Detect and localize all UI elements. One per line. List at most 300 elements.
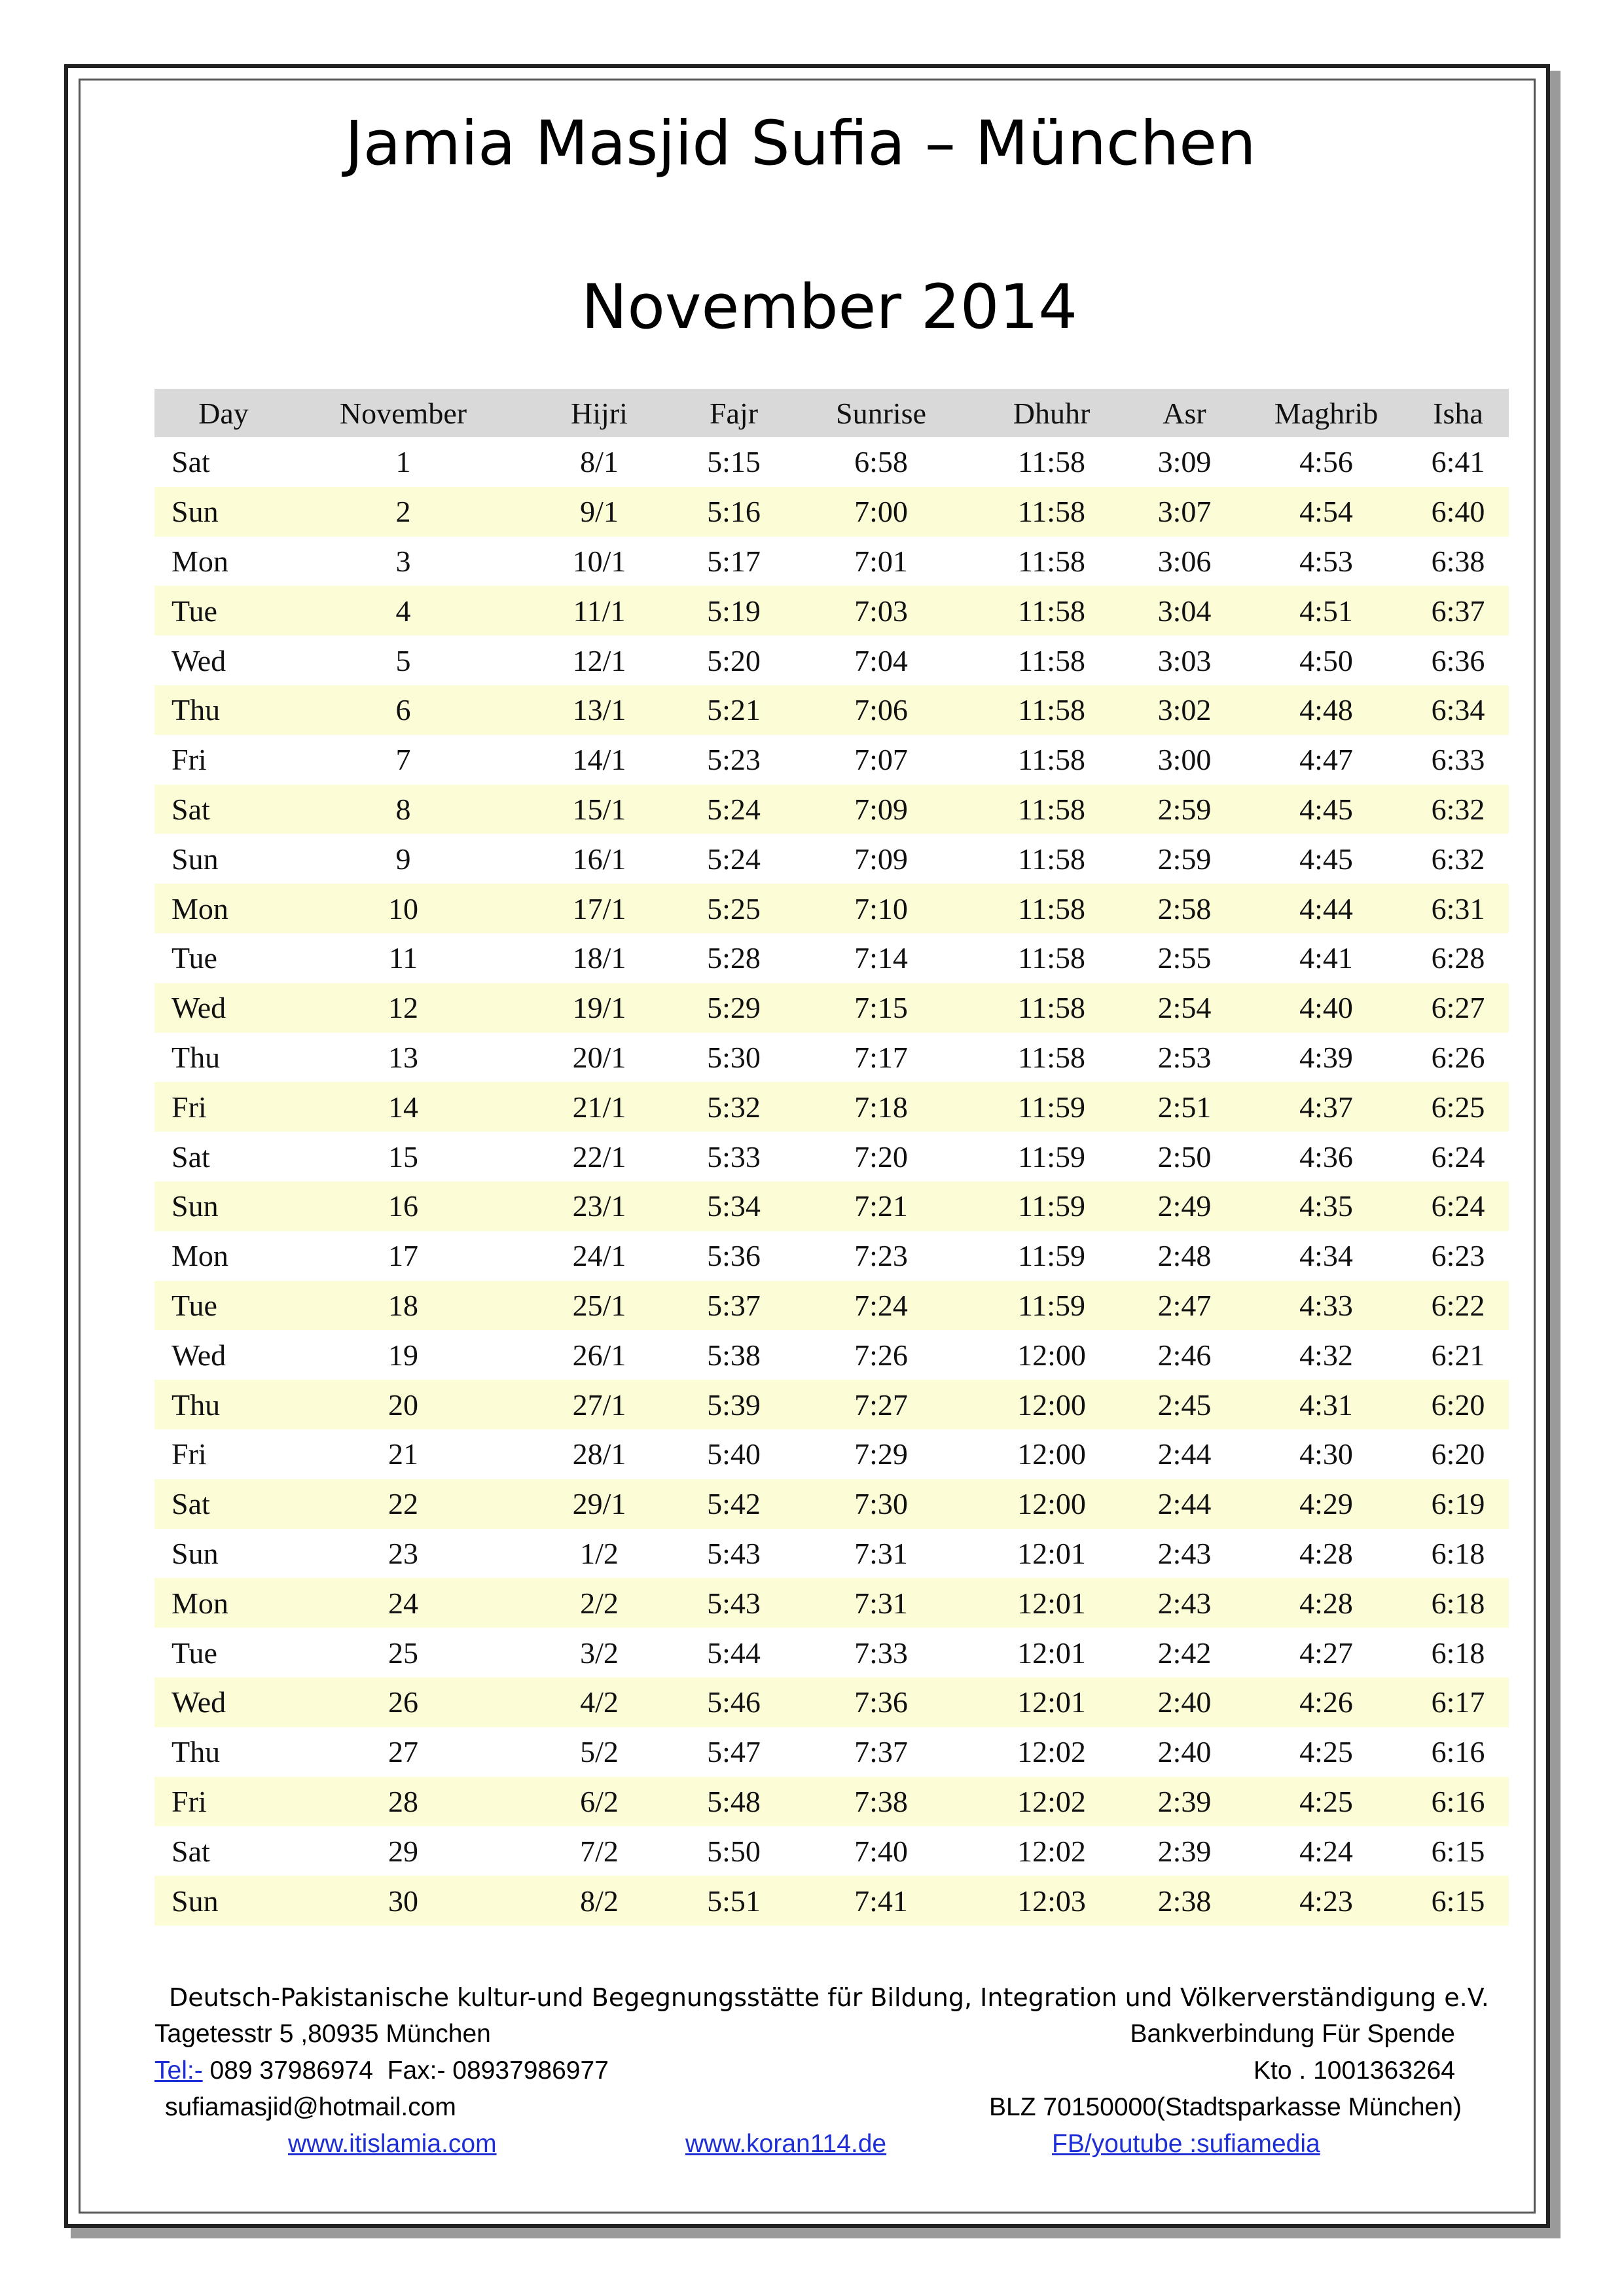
cell-sunrise: 7:14	[854, 941, 908, 975]
cell-isha: 6:19	[1407, 1479, 1509, 1529]
cell-fajr: 5:42	[685, 1479, 783, 1529]
cell-maghrib: 4:36	[1299, 1139, 1353, 1174]
cell-fajr: 5:17	[707, 544, 761, 578]
cell-sunrise: 7:33	[854, 1636, 908, 1670]
cell-asr: 3:04	[1124, 586, 1245, 636]
table-row	[154, 1281, 1509, 1331]
cell-dhuhr: 11:59	[979, 1181, 1124, 1231]
cell-dhuhr: 11:59	[1017, 1239, 1086, 1273]
cell-dhuhr: 12:00	[1017, 1338, 1086, 1372]
cell-fajr: 5:43	[707, 1536, 761, 1570]
bank-code: BLZ 70150000(Stadtsparkasse München)	[989, 2093, 1462, 2121]
cell-dhuhr: 12:00	[979, 1380, 1124, 1429]
table-row	[154, 983, 1509, 1033]
cell-hijri: 24/1	[572, 1239, 626, 1273]
cell-asr: 3:02	[1124, 685, 1245, 735]
column-header-day: Day	[154, 389, 293, 437]
cell-maghrib: 4:44	[1245, 884, 1407, 933]
cell-isha: 6:27	[1407, 983, 1509, 1033]
cell-asr: 3:06	[1157, 544, 1212, 578]
cell-hijri: 19/1	[514, 983, 685, 1033]
cell-maghrib: 4:26	[1245, 1677, 1407, 1727]
cell-asr: 2:43	[1124, 1578, 1245, 1628]
column-header-isha: Isha	[1407, 389, 1509, 437]
cell-dhuhr: 11:58	[979, 983, 1124, 1033]
cell-sunrise: 7:04	[854, 643, 908, 677]
table-row	[154, 487, 1509, 537]
cell-isha: 6:23	[1431, 1239, 1485, 1273]
cell-maghrib: 4:39	[1299, 1040, 1353, 1074]
cell-dhuhr: 12:01	[979, 1578, 1124, 1628]
table-body	[154, 437, 1509, 1926]
table-row	[154, 685, 1509, 735]
cell-sunrise: 7:03	[783, 586, 979, 636]
cell-sunrise: 7:27	[783, 1380, 979, 1429]
table-row	[154, 884, 1509, 933]
cell-november: 29	[388, 1834, 418, 1868]
cell-isha: 6:15	[1431, 1834, 1485, 1868]
cell-maghrib: 4:53	[1299, 544, 1353, 578]
cell-dhuhr: 11:58	[979, 487, 1124, 537]
cell-fajr: 5:39	[685, 1380, 783, 1429]
cell-november: 11	[388, 941, 418, 975]
cell-asr: 2:50	[1157, 1139, 1212, 1174]
cell-fajr: 5:36	[707, 1239, 761, 1273]
table-row	[154, 1330, 1509, 1380]
cell-hijri: 10/1	[572, 544, 626, 578]
cell-day: Mon	[171, 1239, 228, 1273]
cell-november: 3	[395, 544, 411, 578]
cell-asr: 3:00	[1157, 743, 1212, 777]
cell-day: Tue	[154, 586, 293, 636]
table-row	[154, 1082, 1509, 1132]
cell-day: Tue	[171, 941, 217, 975]
cell-day: Fri	[154, 1082, 293, 1132]
cell-november: 17	[388, 1239, 418, 1273]
cell-isha: 6:18	[1407, 1578, 1509, 1628]
organization-name: Deutsch-Pakistanische kultur-und Begegnungsstätte für Bildung, Integration und Völkerverständigung e.V.	[169, 1983, 1489, 2012]
cell-sunrise: 7:09	[783, 785, 979, 834]
cell-november: 7	[395, 743, 411, 777]
cell-day: Mon	[154, 884, 293, 933]
cell-fajr: 5:19	[685, 586, 783, 636]
cell-dhuhr: 11:58	[979, 586, 1124, 636]
cell-november: 23	[388, 1536, 418, 1570]
table-row	[154, 933, 1509, 983]
cell-hijri: 7/2	[580, 1834, 619, 1868]
cell-sunrise: 7:06	[783, 685, 979, 735]
column-header-asr: Asr	[1124, 389, 1245, 437]
cell-sunrise: 7:38	[783, 1777, 979, 1827]
column-header-maghrib: Maghrib	[1245, 389, 1407, 437]
cell-november: 4	[293, 586, 514, 636]
email-address: sufiamasjid@hotmail.com	[165, 2093, 456, 2121]
cell-day: Sun	[171, 842, 219, 876]
cell-day: Sat	[154, 785, 293, 834]
cell-asr: 2:58	[1124, 884, 1245, 933]
table-row	[154, 1578, 1509, 1628]
cell-november: 2	[293, 487, 514, 537]
cell-isha: 6:16	[1431, 1735, 1485, 1769]
cell-november: 24	[293, 1578, 514, 1628]
cell-dhuhr: 11:59	[1017, 1139, 1086, 1174]
cell-november: 1	[395, 445, 411, 479]
cell-isha: 6:18	[1431, 1636, 1485, 1670]
cell-november: 6	[293, 685, 514, 735]
cell-november: 5	[395, 643, 411, 677]
cell-isha: 6:32	[1407, 785, 1509, 834]
table-row	[154, 834, 1509, 884]
cell-asr: 2:40	[1157, 1735, 1212, 1769]
cell-isha: 6:24	[1431, 1139, 1485, 1174]
cell-hijri: 8/2	[514, 1876, 685, 1926]
cell-asr: 2:49	[1124, 1181, 1245, 1231]
cell-asr: 2:39	[1124, 1777, 1245, 1827]
column-header-dhuhr: Dhuhr	[979, 389, 1124, 437]
cell-hijri: 4/2	[514, 1677, 685, 1727]
bank-heading: Bankverbindung Für Spende	[1130, 2020, 1455, 2048]
cell-fajr: 5:38	[707, 1338, 761, 1372]
page-title: Jamia Masjid Sufia – München	[345, 108, 1256, 179]
cell-fajr: 5:40	[707, 1437, 761, 1471]
cell-asr: 2:53	[1157, 1040, 1212, 1074]
cell-hijri: 18/1	[572, 941, 626, 975]
cell-maghrib: 4:27	[1299, 1636, 1353, 1670]
cell-fajr: 5:33	[707, 1139, 761, 1174]
cell-maghrib: 4:34	[1299, 1239, 1353, 1273]
cell-sunrise: 7:36	[783, 1677, 979, 1727]
cell-dhuhr: 11:58	[979, 884, 1124, 933]
cell-day: Fri	[154, 1777, 293, 1827]
cell-isha: 6:16	[1407, 1777, 1509, 1827]
cell-dhuhr: 11:58	[979, 685, 1124, 735]
cell-sunrise: 7:07	[854, 743, 908, 777]
table-row	[154, 537, 1509, 586]
cell-november: 26	[293, 1677, 514, 1727]
cell-hijri: 23/1	[514, 1181, 685, 1231]
table-row	[154, 1876, 1509, 1926]
cell-isha: 6:25	[1407, 1082, 1509, 1132]
cell-isha: 6:24	[1407, 1181, 1509, 1231]
cell-asr: 3:07	[1124, 487, 1245, 537]
cell-november: 28	[293, 1777, 514, 1827]
cell-isha: 6:21	[1431, 1338, 1485, 1372]
cell-hijri: 20/1	[572, 1040, 626, 1074]
cell-day: Sun	[171, 1536, 219, 1570]
cell-dhuhr: 11:59	[979, 1082, 1124, 1132]
cell-maghrib: 4:37	[1245, 1082, 1407, 1132]
cell-dhuhr: 12:01	[1017, 1636, 1086, 1670]
cell-hijri: 15/1	[514, 785, 685, 834]
cell-asr: 2:40	[1124, 1677, 1245, 1727]
social-media-link[interactable]: FB/youtube :sufiamedia	[1052, 2130, 1320, 2158]
cell-sunrise: 7:31	[783, 1578, 979, 1628]
cell-maghrib: 4:41	[1299, 941, 1353, 975]
cell-asr: 2:43	[1157, 1536, 1212, 1570]
cell-fajr: 5:46	[685, 1677, 783, 1727]
cell-asr: 2:42	[1157, 1636, 1212, 1670]
cell-sunrise: 6:58	[854, 445, 908, 479]
cell-sunrise: 7:00	[783, 487, 979, 537]
cell-fajr: 5:51	[685, 1876, 783, 1926]
cell-sunrise: 7:17	[854, 1040, 908, 1074]
cell-dhuhr: 11:58	[1017, 445, 1086, 479]
cell-maghrib: 4:48	[1245, 685, 1407, 735]
cell-maghrib: 4:50	[1299, 643, 1353, 677]
cell-day: Thu	[171, 1735, 221, 1769]
cell-sunrise: 7:10	[783, 884, 979, 933]
cell-day: Thu	[154, 1380, 293, 1429]
cell-november: 22	[293, 1479, 514, 1529]
tel-fax-numbers: 089 37986974 Fax:- 08937986977	[202, 2056, 609, 2085]
cell-fajr: 5:37	[685, 1281, 783, 1331]
cell-maghrib: 4:33	[1245, 1281, 1407, 1331]
cell-fajr: 5:24	[685, 785, 783, 834]
cell-day: Sat	[171, 1139, 210, 1174]
cell-dhuhr: 12:00	[979, 1479, 1124, 1529]
cell-isha: 6:33	[1431, 743, 1485, 777]
cell-fajr: 5:50	[707, 1834, 761, 1868]
cell-hijri: 8/1	[580, 445, 619, 479]
cell-asr: 2:44	[1124, 1479, 1245, 1529]
cell-dhuhr: 12:01	[1017, 1536, 1086, 1570]
column-header-hijri: Hijri	[514, 389, 685, 437]
cell-maghrib: 4:28	[1245, 1578, 1407, 1628]
cell-sunrise: 7:15	[783, 983, 979, 1033]
cell-maghrib: 4:35	[1245, 1181, 1407, 1231]
cell-fajr: 5:24	[707, 842, 761, 876]
cell-hijri: 1/2	[580, 1536, 619, 1570]
table-header-row	[154, 389, 1509, 437]
cell-fajr: 5:20	[707, 643, 761, 677]
cell-hijri: 14/1	[572, 743, 626, 777]
account-number: Kto . 1001363264	[1254, 2056, 1455, 2085]
cell-sunrise: 7:31	[854, 1536, 908, 1570]
cell-maghrib: 4:54	[1245, 487, 1407, 537]
table-row	[154, 586, 1509, 636]
cell-maghrib: 4:30	[1299, 1437, 1353, 1471]
cell-asr: 2:59	[1124, 785, 1245, 834]
cell-maghrib: 4:24	[1299, 1834, 1353, 1868]
cell-november: 12	[293, 983, 514, 1033]
cell-dhuhr: 11:58	[1017, 743, 1086, 777]
cell-maghrib: 4:45	[1299, 842, 1353, 876]
cell-maghrib: 4:28	[1299, 1536, 1353, 1570]
cell-maghrib: 4:32	[1299, 1338, 1353, 1372]
cell-day: Sun	[154, 1181, 293, 1231]
cell-hijri: 9/1	[514, 487, 685, 537]
cell-day: Fri	[171, 1437, 207, 1471]
cell-day: Tue	[171, 1636, 217, 1670]
table-row	[154, 1727, 1509, 1777]
cell-sunrise: 7:18	[783, 1082, 979, 1132]
cell-asr: 2:38	[1124, 1876, 1245, 1926]
cell-day: Sat	[171, 1834, 210, 1868]
cell-day: Thu	[171, 1040, 221, 1074]
cell-isha: 6:15	[1407, 1876, 1509, 1926]
cell-maghrib: 4:51	[1245, 586, 1407, 636]
cell-sunrise: 7:24	[783, 1281, 979, 1331]
tel-link[interactable]: Tel:-	[154, 2056, 203, 2085]
cell-day: Sun	[154, 487, 293, 537]
table-row	[154, 1777, 1509, 1827]
cell-isha: 6:38	[1431, 544, 1485, 578]
cell-fajr: 5:16	[685, 487, 783, 537]
cell-maghrib: 4:25	[1299, 1735, 1353, 1769]
cell-hijri: 21/1	[514, 1082, 685, 1132]
cell-isha: 6:18	[1431, 1536, 1485, 1570]
cell-day: Tue	[154, 1281, 293, 1331]
cell-isha: 6:26	[1431, 1040, 1485, 1074]
cell-hijri: 5/2	[580, 1735, 619, 1769]
cell-asr: 2:45	[1124, 1380, 1245, 1429]
cell-isha: 6:20	[1431, 1437, 1485, 1471]
cell-asr: 2:46	[1157, 1338, 1212, 1372]
cell-november: 15	[388, 1139, 418, 1174]
cell-asr: 2:59	[1157, 842, 1212, 876]
cell-asr: 2:39	[1157, 1834, 1212, 1868]
cell-day: Sun	[154, 1876, 293, 1926]
cell-november: 13	[388, 1040, 418, 1074]
cell-hijri: 11/1	[514, 586, 685, 636]
contact-phone	[154, 2056, 609, 2085]
cell-day: Mon	[154, 1578, 293, 1628]
table-row	[154, 1677, 1509, 1727]
cell-fajr: 5:25	[685, 884, 783, 933]
cell-hijri: 13/1	[514, 685, 685, 735]
cell-day: Thu	[154, 685, 293, 735]
cell-asr: 2:55	[1157, 941, 1212, 975]
table-row	[154, 636, 1509, 685]
table-row	[154, 1826, 1509, 1876]
cell-november: 8	[293, 785, 514, 834]
cell-november: 9	[395, 842, 411, 876]
cell-sunrise: 7:30	[783, 1479, 979, 1529]
cell-day: Fri	[171, 743, 207, 777]
cell-fajr: 5:32	[685, 1082, 783, 1132]
cell-fajr: 5:47	[707, 1735, 761, 1769]
cell-sunrise: 7:37	[854, 1735, 908, 1769]
cell-asr: 2:48	[1157, 1239, 1212, 1273]
cell-isha: 6:41	[1431, 445, 1485, 479]
cell-sunrise: 7:20	[854, 1139, 908, 1174]
table-row	[154, 1380, 1509, 1429]
cell-dhuhr: 12:02	[979, 1777, 1124, 1827]
cell-november: 30	[293, 1876, 514, 1926]
table-row	[154, 785, 1509, 834]
table-row	[154, 437, 1509, 487]
cell-fajr: 5:43	[685, 1578, 783, 1628]
table-row	[154, 1231, 1509, 1281]
table-row	[154, 1628, 1509, 1677]
table-row	[154, 735, 1509, 785]
prayer-times-table	[154, 389, 1509, 1926]
cell-asr: 2:44	[1157, 1437, 1212, 1471]
website-link-koran114[interactable]: www.koran114.de	[685, 2130, 887, 2158]
cell-dhuhr: 11:58	[979, 785, 1124, 834]
cell-asr: 2:54	[1124, 983, 1245, 1033]
cell-sunrise: 7:09	[854, 842, 908, 876]
cell-november: 21	[388, 1437, 418, 1471]
cell-day: Wed	[171, 643, 226, 677]
cell-dhuhr: 11:58	[1017, 544, 1086, 578]
cell-isha: 6:28	[1431, 941, 1485, 975]
cell-dhuhr: 11:58	[1017, 941, 1086, 975]
column-header-fajr: Fajr	[685, 389, 783, 437]
cell-sunrise: 7:21	[783, 1181, 979, 1231]
cell-dhuhr: 11:58	[1017, 643, 1086, 677]
cell-fajr: 5:44	[707, 1636, 761, 1670]
cell-november: 18	[293, 1281, 514, 1331]
cell-november: 16	[293, 1181, 514, 1231]
cell-hijri: 29/1	[514, 1479, 685, 1529]
cell-fajr: 5:21	[685, 685, 783, 735]
address: Tagetesstr 5 ,80935 München	[154, 2020, 491, 2048]
cell-november: 20	[293, 1380, 514, 1429]
cell-hijri: 12/1	[572, 643, 626, 677]
cell-hijri: 16/1	[572, 842, 626, 876]
cell-fajr: 5:48	[685, 1777, 783, 1827]
cell-sunrise: 7:26	[854, 1338, 908, 1372]
cell-asr: 2:51	[1124, 1082, 1245, 1132]
table-row	[154, 1181, 1509, 1231]
cell-dhuhr: 12:03	[979, 1876, 1124, 1926]
cell-november: 19	[388, 1338, 418, 1372]
month-title: November 2014	[581, 272, 1078, 343]
table-row	[154, 1132, 1509, 1181]
cell-maghrib: 4:45	[1245, 785, 1407, 834]
cell-day: Sat	[171, 445, 210, 479]
cell-maghrib: 4:23	[1245, 1876, 1407, 1926]
cell-hijri: 22/1	[572, 1139, 626, 1174]
cell-isha: 6:22	[1407, 1281, 1509, 1331]
cell-hijri: 28/1	[572, 1437, 626, 1471]
cell-day: Sat	[154, 1479, 293, 1529]
cell-fajr: 5:34	[685, 1181, 783, 1231]
cell-hijri: 17/1	[514, 884, 685, 933]
cell-isha: 6:36	[1431, 643, 1485, 677]
cell-isha: 6:20	[1407, 1380, 1509, 1429]
website-link-itislamia[interactable]: www.itislamia.com	[288, 2130, 497, 2158]
cell-sunrise: 7:01	[854, 544, 908, 578]
cell-fajr: 5:15	[707, 445, 761, 479]
cell-dhuhr: 11:59	[979, 1281, 1124, 1331]
cell-dhuhr: 12:02	[1017, 1834, 1086, 1868]
cell-november: 14	[293, 1082, 514, 1132]
table-row	[154, 1429, 1509, 1479]
cell-isha: 6:17	[1407, 1677, 1509, 1727]
table-row	[154, 1529, 1509, 1579]
cell-maghrib: 4:29	[1245, 1479, 1407, 1529]
cell-maghrib: 4:40	[1245, 983, 1407, 1033]
column-header-sunrise: Sunrise	[783, 389, 979, 437]
cell-day: Wed	[154, 1677, 293, 1727]
cell-hijri: 6/2	[514, 1777, 685, 1827]
table-row	[154, 1033, 1509, 1083]
cell-dhuhr: 11:58	[1017, 842, 1086, 876]
cell-maghrib: 4:47	[1299, 743, 1353, 777]
cell-november: 10	[293, 884, 514, 933]
cell-dhuhr: 12:01	[979, 1677, 1124, 1727]
cell-hijri: 2/2	[514, 1578, 685, 1628]
cell-isha: 6:31	[1407, 884, 1509, 933]
cell-hijri: 27/1	[514, 1380, 685, 1429]
cell-isha: 6:34	[1407, 685, 1509, 735]
cell-day: Wed	[154, 983, 293, 1033]
cell-asr: 3:09	[1157, 445, 1212, 479]
cell-dhuhr: 11:58	[1017, 1040, 1086, 1074]
cell-maghrib: 4:31	[1245, 1380, 1407, 1429]
